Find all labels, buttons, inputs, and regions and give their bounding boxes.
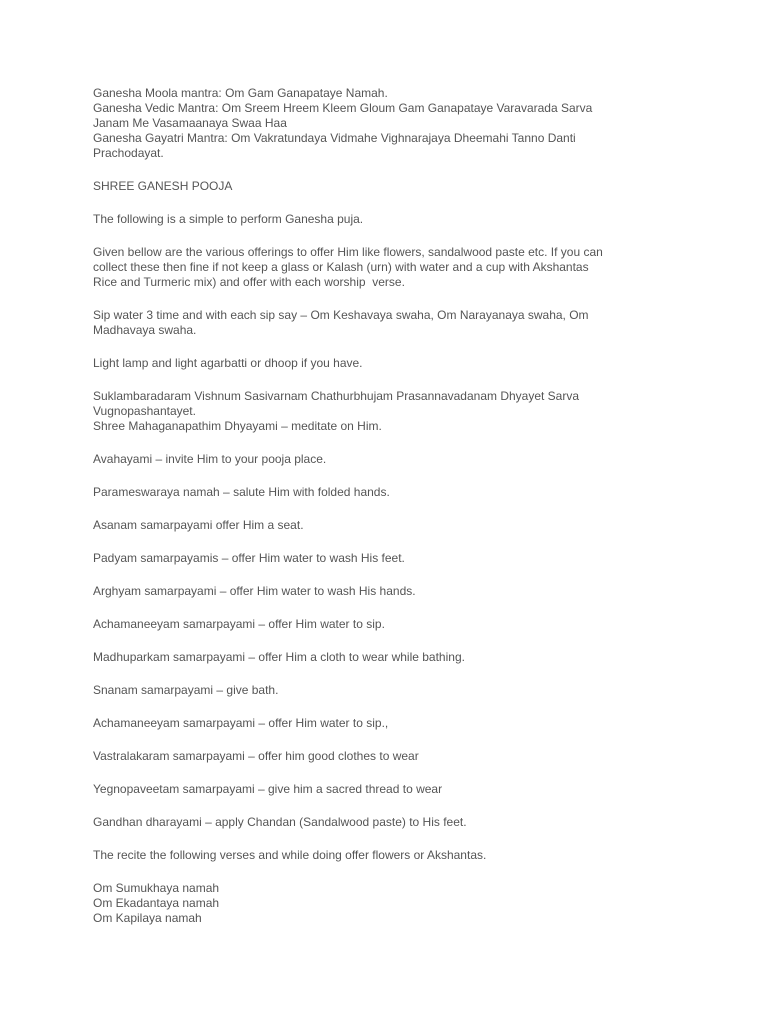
paragraph [93, 650, 683, 665]
text-line: Ganesha Gayatri Mantra: Om Vakratundaya Vidmahe Vighnarajaya Dheemahi Tanno Danti [93, 131, 576, 145]
paragraph [93, 389, 683, 434]
text-line: Ganesha Moola mantra: Om Gam Ganapataye Namah. [93, 86, 388, 100]
paragraph [93, 716, 683, 731]
text-line: Janam Me Vasamaanaya Swaa Haa [93, 116, 287, 130]
text-line: Asanam samarpayami offer Him a seat. [93, 518, 304, 532]
paragraph [93, 212, 683, 227]
paragraph [93, 245, 683, 290]
text-line: Suklambaradaram Vishnum Sasivarnam Chathurbhujam Prasannavadanam Dhyayet Sarva [93, 389, 580, 403]
paragraph [93, 308, 683, 338]
paragraph [93, 356, 683, 371]
text-line: Achamaneeyam samarpayami – offer Him water to sip. [93, 617, 385, 631]
document-body [93, 86, 683, 944]
text-line: Vastralakaram samarpayami – offer him good clothes to wear [93, 749, 419, 763]
section-heading [93, 179, 683, 194]
text-line: SHREE GANESH POOJA [93, 179, 233, 193]
text-line: Madhuparkam samarpayami – offer Him a cloth to wear while bathing. [93, 650, 465, 664]
paragraph [93, 617, 683, 632]
text-line: Light lamp and light agarbatti or dhoop if you have. [93, 356, 363, 370]
text-line: Gandhan dharayami – apply Chandan (Sandalwood paste) to His feet. [93, 815, 467, 829]
text-line: Shree Mahaganapathim Dhyayami – meditate on Him. [93, 419, 382, 433]
paragraph [93, 584, 683, 599]
paragraph [93, 881, 683, 926]
text-line: Snanam samarpayami – give bath. [93, 683, 279, 697]
text-line: Achamaneeyam samarpayami – offer Him water to sip., [93, 716, 389, 730]
text-line: Yegnopaveetam samarpayami – give him a sacred thread to wear [93, 782, 443, 796]
text-line: Parameswaraya namah – salute Him with folded hands. [93, 485, 390, 499]
text-line: Om Kapilaya namah [93, 911, 202, 925]
text-line: The recite the following verses and while doing offer flowers or Akshantas. [93, 848, 487, 862]
text-line: Om Ekadantaya namah [93, 896, 220, 910]
text-line: Rice and Turmeric mix) and offer with each worship verse. [93, 275, 405, 289]
text-line: collect these then fine if not keep a glass or Kalash (urn) with water and a cup with Akshantas [93, 260, 589, 274]
text-line: Ganesha Vedic Mantra: Om Sreem Hreem Kleem Gloum Gam Ganapataye Varavarada Sarva [93, 101, 593, 115]
text-line: Prachodayat. [93, 146, 164, 160]
paragraph [93, 518, 683, 533]
text-line: Arghyam samarpayami – offer Him water to wash His hands. [93, 584, 416, 598]
paragraph [93, 782, 683, 797]
paragraph [93, 815, 683, 830]
text-line: Sip water 3 time and with each sip say – Om Keshavaya swaha, Om Narayanaya swaha, Om [93, 308, 589, 322]
text-line: Given bellow are the various offerings to offer Him like flowers, sandalwood paste etc. If you can [93, 245, 603, 259]
paragraph [93, 848, 683, 863]
paragraph [93, 551, 683, 566]
paragraph [93, 86, 683, 161]
text-line: Padyam samarpayamis – offer Him water to wash His feet. [93, 551, 405, 565]
paragraph [93, 683, 683, 698]
text-line: Om Sumukhaya namah [93, 881, 220, 895]
paragraph [93, 452, 683, 467]
paragraph [93, 749, 683, 764]
paragraph [93, 485, 683, 500]
text-line: Madhavaya swaha. [93, 323, 197, 337]
text-line: Avahayami – invite Him to your pooja place. [93, 452, 327, 466]
text-line: The following is a simple to perform Ganesha puja. [93, 212, 364, 226]
text-line: Vugnopashantayet. [93, 404, 196, 418]
